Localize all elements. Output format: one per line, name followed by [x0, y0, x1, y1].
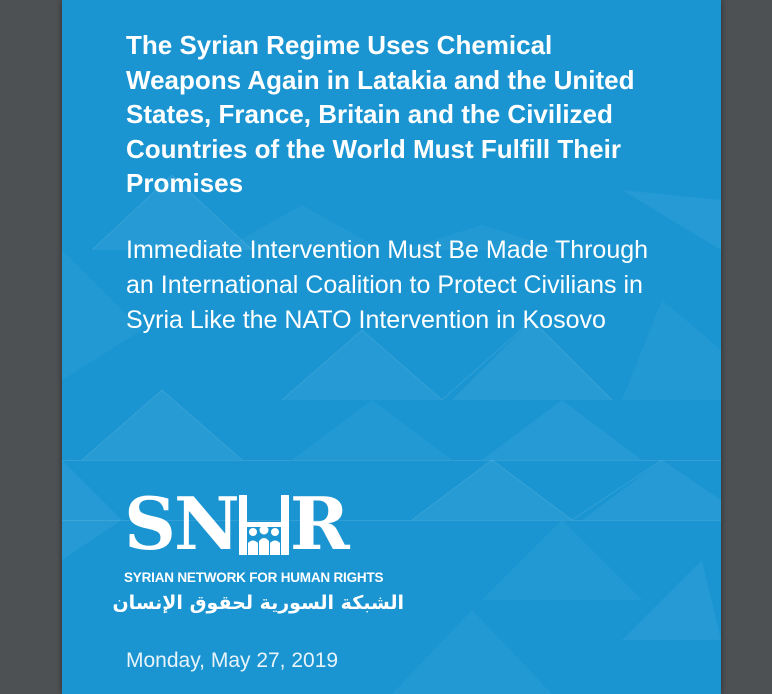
- document-page[interactable]: [62, 0, 721, 694]
- logo-organization-name-arabic: الشبكة السورية لحقوق الإنسان: [112, 592, 404, 614]
- logo-wordmark: [124, 481, 348, 566]
- report-title: The Syrian Regime Uses Chemical Weapons Again in Latakia and the United States, France, Britain and the Civilized Countries of the World Must Fulfill Their Promises: [126, 30, 635, 198]
- report-date: Monday, May 27, 2019: [126, 649, 339, 672]
- pattern-line: [62, 460, 721, 461]
- logo-organization-name: SYRIAN NETWORK FOR HUMAN RIGHTS: [124, 570, 384, 585]
- report-subtitle: Immediate Intervention Must Be Made Through an International Coalition to Protect Civilians in Syria Like the NATO Intervention in Kosovo: [126, 236, 649, 334]
- logo-acronym-left: SN: [124, 481, 238, 566]
- people-icon: [239, 495, 289, 555]
- logo-acronym-right: R: [289, 481, 348, 566]
- snhr-logo: [112, 481, 414, 624]
